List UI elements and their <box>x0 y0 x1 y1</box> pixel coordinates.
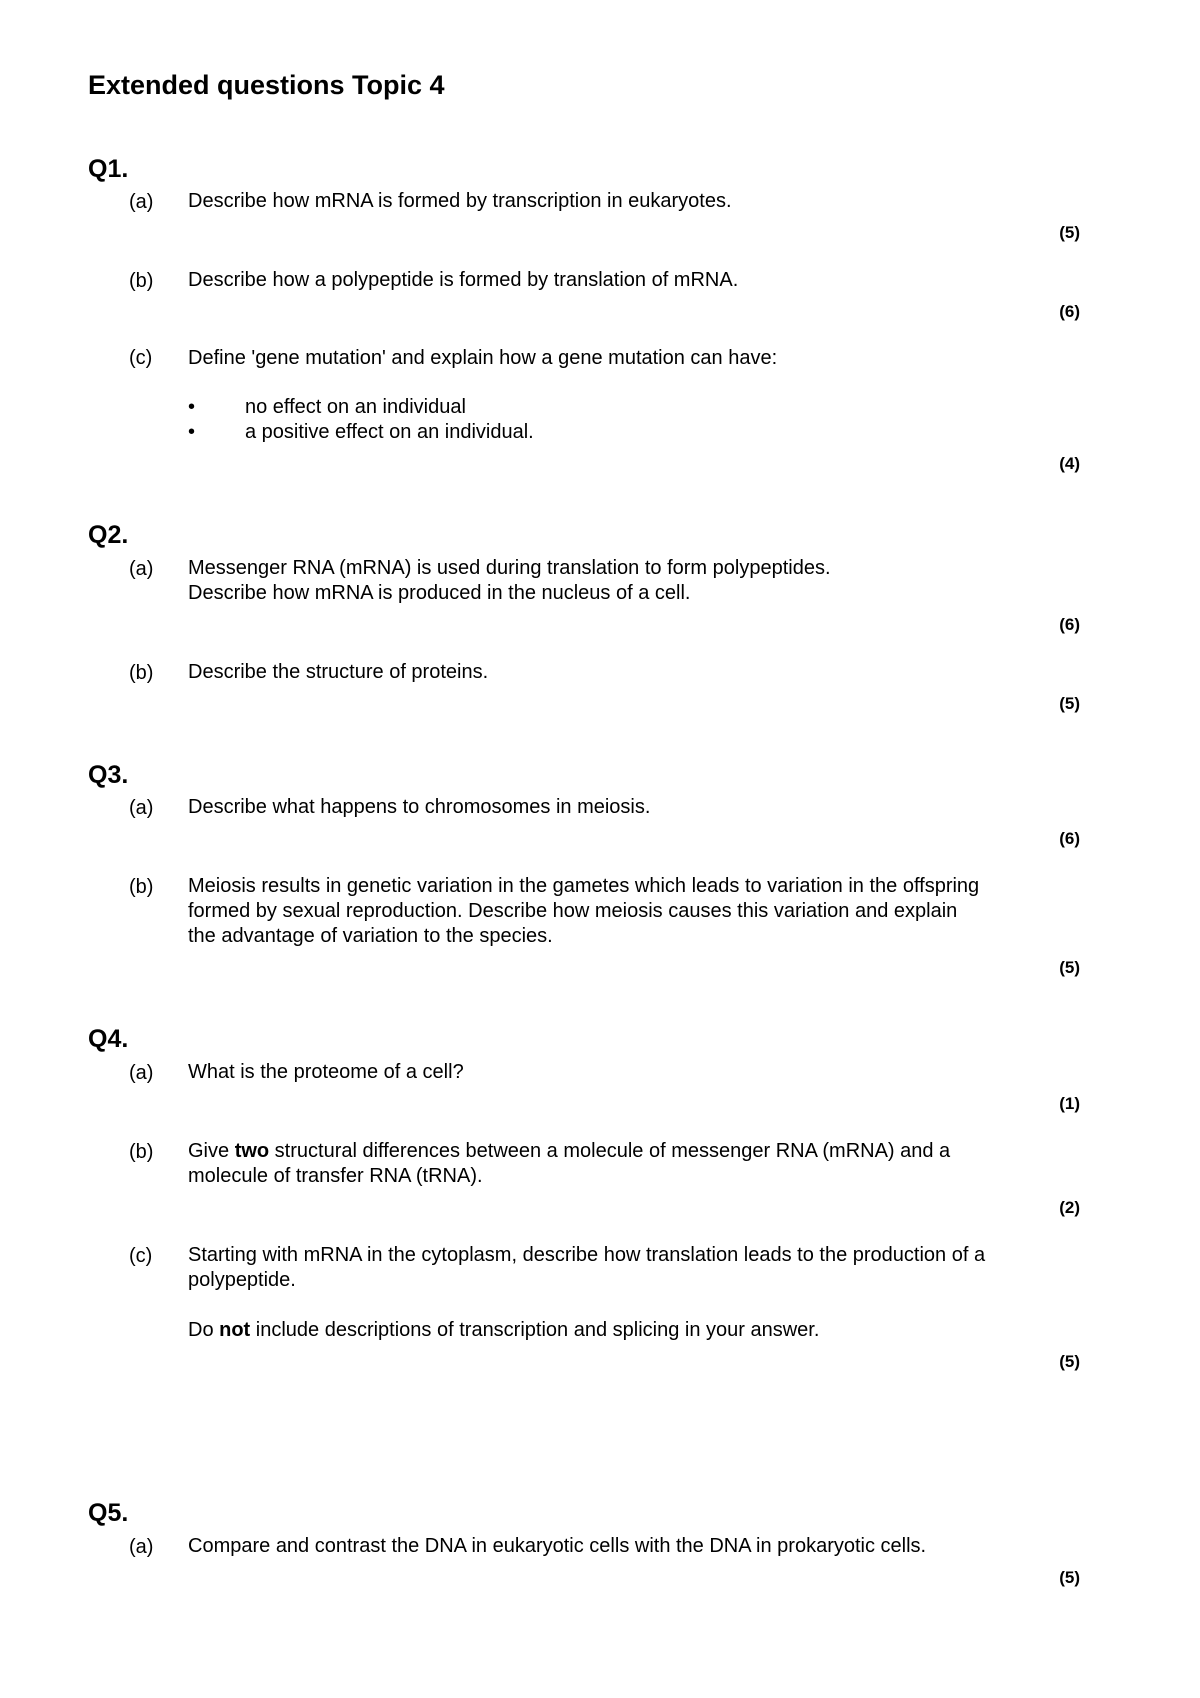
q4-part-b-label: (b) <box>129 1141 154 1163</box>
bullet-icon: • <box>188 421 196 443</box>
q2-part-a-line-2: Describe how mRNA is produced in the nucleus of a cell. <box>188 582 691 604</box>
q2-part-a-line-1: Messenger RNA (mRNA) is used during translation to form polypeptides. <box>188 557 831 579</box>
q3-part-a-text: Describe what happens to chromosomes in meiosis. <box>188 796 651 818</box>
q2-part-b-label: (b) <box>129 662 154 684</box>
q1-part-b-marks: (6) <box>1059 302 1080 321</box>
q5-part-a-text: Compare and contrast the DNA in eukaryotic cells with the DNA in prokaryotic cells. <box>188 1535 927 1557</box>
q4-part-a-marks: (1) <box>1059 1094 1080 1113</box>
q3-part-b-marks: (5) <box>1059 958 1080 977</box>
q1-part-a-label: (a) <box>129 191 154 213</box>
bullet-icon: • <box>188 396 196 418</box>
q3-part-b-line-1: Meiosis results in genetic variation in the gametes which leads to variation in the offspring <box>188 875 980 897</box>
q3-part-b-text <box>188 874 979 949</box>
q1-part-a-marks: (5) <box>1059 223 1080 242</box>
q4-part-c-line-2: polypeptide. <box>188 1269 296 1291</box>
q1-part-c-bullet-2: a positive effect on an individual. <box>245 421 534 443</box>
q4-part-a-label: (a) <box>129 1062 154 1084</box>
question-4-heading: Q4. <box>88 1025 129 1053</box>
q1-part-c-label: (c) <box>129 347 153 369</box>
q4-part-b-marks: (2) <box>1059 1198 1080 1217</box>
q2-part-a-marks: (6) <box>1059 615 1080 634</box>
q2-part-b-text: Describe the structure of proteins. <box>188 661 489 683</box>
q1-part-a-text: Describe how mRNA is formed by transcription in eukaryotes. <box>188 190 732 212</box>
q3-part-b-line-2: formed by sexual reproduction. Describe how meiosis causes this variation and explain <box>188 900 958 922</box>
question-2-heading: Q2. <box>88 521 129 549</box>
q3-part-b-line-3: the advantage of variation to the species. <box>188 925 553 947</box>
emphasis-two: two <box>234 1140 270 1162</box>
q1-part-c-text: Define 'gene mutation' and explain how a gene mutation can have: <box>188 347 778 369</box>
q4-part-c-text <box>188 1243 985 1293</box>
q1-part-b-label: (b) <box>129 270 154 292</box>
q2-part-b-marks: (5) <box>1059 694 1080 713</box>
q5-part-a-label: (a) <box>129 1536 154 1558</box>
q4-part-c-note: Do not include descriptions of transcription and splicing in your answer. <box>188 1319 820 1341</box>
q4-part-c-line-1: Starting with mRNA in the cytoplasm, describe how translation leads to the production of a <box>188 1244 986 1266</box>
q4-part-a-text: What is the proteome of a cell? <box>188 1061 464 1083</box>
q2-part-a-text <box>188 556 831 606</box>
q4-part-c-label: (c) <box>129 1245 153 1267</box>
q1-part-c-marks: (4) <box>1059 454 1080 473</box>
q3-part-b-label: (b) <box>129 876 154 898</box>
q2-part-a-label: (a) <box>129 558 154 580</box>
q4-part-c-marks: (5) <box>1059 1352 1080 1371</box>
question-5-heading: Q5. <box>88 1499 129 1527</box>
q1-part-b-text: Describe how a polypeptide is formed by translation of mRNA. <box>188 269 739 291</box>
q4-part-b-text <box>188 1139 950 1189</box>
q3-part-a-label: (a) <box>129 797 154 819</box>
q5-part-a-marks: (5) <box>1059 1568 1080 1587</box>
page-title: Extended questions Topic 4 <box>88 70 445 100</box>
emphasis-not: not <box>219 1319 251 1341</box>
q3-part-a-marks: (6) <box>1059 829 1080 848</box>
q1-part-c-bullet-1: no effect on an individual <box>245 396 466 418</box>
q4-part-b-line-1: Give two structural differences between a molecule of messenger RNA (mRNA) and a <box>188 1140 951 1162</box>
question-1-heading: Q1. <box>88 155 129 183</box>
q4-part-b-line-2: molecule of transfer RNA (tRNA). <box>188 1165 483 1187</box>
question-3-heading: Q3. <box>88 761 129 789</box>
